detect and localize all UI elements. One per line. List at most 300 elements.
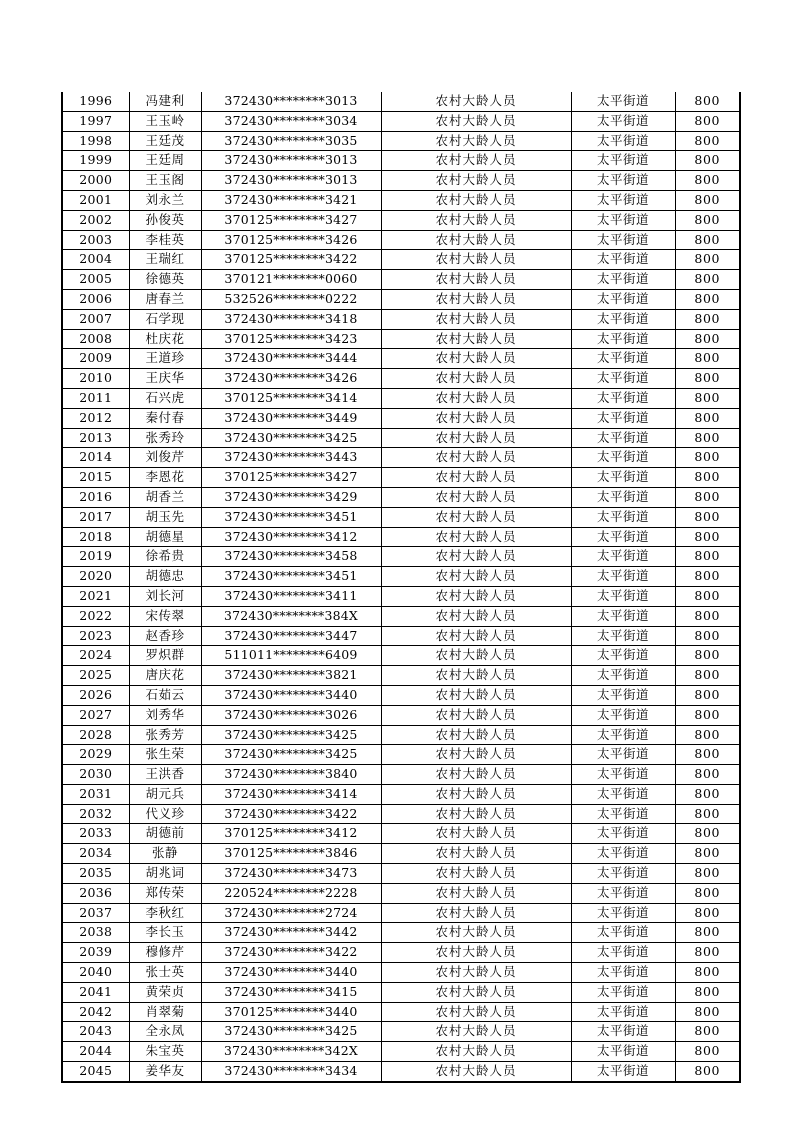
cell-person-name: 全永凤 [129, 1022, 201, 1042]
table-row [62, 428, 740, 448]
cell-person-name: 徐德英 [129, 270, 201, 290]
cell-sequence-number: 2030 [62, 765, 129, 785]
cell-sequence-number: 2012 [62, 408, 129, 428]
cell-subdistrict: 太平街道 [571, 448, 675, 468]
table-row [62, 230, 740, 250]
cell-id-card-number: 372430********3426 [201, 369, 381, 389]
cell-id-card-number: 372430********3442 [201, 923, 381, 943]
cell-sequence-number: 2032 [62, 804, 129, 824]
cell-subdistrict: 太平街道 [571, 1022, 675, 1042]
cell-category: 农村大龄人员 [381, 369, 571, 389]
cell-amount: 800 [675, 92, 740, 111]
cell-person-name: 罗炽群 [129, 646, 201, 666]
cell-sequence-number: 2034 [62, 844, 129, 864]
table-row [62, 903, 740, 923]
table-row [62, 765, 740, 785]
cell-amount: 800 [675, 547, 740, 567]
cell-id-card-number: 370125********3440 [201, 1002, 381, 1022]
cell-subdistrict: 太平街道 [571, 230, 675, 250]
table-row [62, 883, 740, 903]
cell-id-card-number: 372430********3422 [201, 943, 381, 963]
cell-category: 农村大龄人员 [381, 1022, 571, 1042]
cell-person-name: 王玉阁 [129, 171, 201, 191]
cell-category: 农村大龄人员 [381, 448, 571, 468]
cell-sequence-number: 1998 [62, 131, 129, 151]
cell-person-name: 张秀芳 [129, 725, 201, 745]
roster-table-body [62, 92, 740, 1082]
cell-id-card-number: 372430********3414 [201, 784, 381, 804]
cell-category: 农村大龄人员 [381, 151, 571, 171]
cell-id-card-number: 370125********3422 [201, 250, 381, 270]
cell-amount: 800 [675, 606, 740, 626]
cell-person-name: 胡玉先 [129, 507, 201, 527]
cell-subdistrict: 太平街道 [571, 428, 675, 448]
cell-amount: 800 [675, 666, 740, 686]
table-row [62, 309, 740, 329]
cell-id-card-number: 372430********3444 [201, 349, 381, 369]
cell-person-name: 赵香珍 [129, 626, 201, 646]
cell-person-name: 石茹云 [129, 685, 201, 705]
cell-sequence-number: 2042 [62, 1002, 129, 1022]
cell-amount: 800 [675, 1022, 740, 1042]
cell-category: 农村大龄人员 [381, 982, 571, 1002]
cell-person-name: 胡香兰 [129, 487, 201, 507]
cell-subdistrict: 太平街道 [571, 547, 675, 567]
cell-id-card-number: 372430********3034 [201, 111, 381, 131]
cell-sequence-number: 2000 [62, 171, 129, 191]
cell-category: 农村大龄人员 [381, 547, 571, 567]
cell-category: 农村大龄人员 [381, 626, 571, 646]
cell-person-name: 石学现 [129, 309, 201, 329]
cell-sequence-number: 2017 [62, 507, 129, 527]
cell-id-card-number: 372430********342X [201, 1042, 381, 1062]
cell-category: 农村大龄人员 [381, 527, 571, 547]
cell-amount: 800 [675, 963, 740, 983]
cell-category: 农村大龄人员 [381, 646, 571, 666]
cell-subdistrict: 太平街道 [571, 606, 675, 626]
cell-category: 农村大龄人员 [381, 685, 571, 705]
cell-subdistrict: 太平街道 [571, 250, 675, 270]
cell-amount: 800 [675, 883, 740, 903]
cell-sequence-number: 2008 [62, 329, 129, 349]
cell-sequence-number: 1997 [62, 111, 129, 131]
cell-category: 农村大龄人员 [381, 289, 571, 309]
cell-id-card-number: 372430********3415 [201, 982, 381, 1002]
cell-sequence-number: 2016 [62, 487, 129, 507]
cell-amount: 800 [675, 230, 740, 250]
cell-subdistrict: 太平街道 [571, 92, 675, 111]
cell-id-card-number: 372430********3425 [201, 1022, 381, 1042]
cell-category: 农村大龄人员 [381, 1042, 571, 1062]
cell-person-name: 秦付春 [129, 408, 201, 428]
cell-person-name: 穆修芹 [129, 943, 201, 963]
table-row [62, 171, 740, 191]
cell-id-card-number: 372430********3035 [201, 131, 381, 151]
cell-person-name: 李桂英 [129, 230, 201, 250]
cell-person-name: 朱宝英 [129, 1042, 201, 1062]
cell-subdistrict: 太平街道 [571, 626, 675, 646]
cell-id-card-number: 372430********3013 [201, 151, 381, 171]
cell-id-card-number: 372430********3449 [201, 408, 381, 428]
cell-category: 农村大龄人员 [381, 765, 571, 785]
cell-person-name: 唐春兰 [129, 289, 201, 309]
cell-person-name: 王道珍 [129, 349, 201, 369]
cell-category: 农村大龄人员 [381, 784, 571, 804]
cell-sequence-number: 2019 [62, 547, 129, 567]
table-row [62, 151, 740, 171]
cell-person-name: 王瑞红 [129, 250, 201, 270]
cell-id-card-number: 372430********3451 [201, 567, 381, 587]
cell-subdistrict: 太平街道 [571, 567, 675, 587]
table-row [62, 388, 740, 408]
cell-amount: 800 [675, 586, 740, 606]
cell-id-card-number: 372430********3434 [201, 1062, 381, 1082]
table-row [62, 329, 740, 349]
cell-sequence-number: 2002 [62, 210, 129, 230]
cell-person-name: 刘长河 [129, 586, 201, 606]
cell-id-card-number: 372430********3429 [201, 487, 381, 507]
cell-amount: 800 [675, 349, 740, 369]
cell-category: 农村大龄人员 [381, 92, 571, 111]
table-row [62, 468, 740, 488]
cell-person-name: 代义珍 [129, 804, 201, 824]
cell-category: 农村大龄人员 [381, 903, 571, 923]
cell-person-name: 黄荣贞 [129, 982, 201, 1002]
cell-subdistrict: 太平街道 [571, 210, 675, 230]
cell-category: 农村大龄人员 [381, 131, 571, 151]
cell-id-card-number: 372430********3412 [201, 527, 381, 547]
cell-id-card-number: 370125********3427 [201, 468, 381, 488]
cell-id-card-number: 220524********2228 [201, 883, 381, 903]
cell-amount: 800 [675, 646, 740, 666]
cell-sequence-number: 2006 [62, 289, 129, 309]
cell-sequence-number: 2024 [62, 646, 129, 666]
cell-amount: 800 [675, 309, 740, 329]
cell-sequence-number: 2005 [62, 270, 129, 290]
cell-subdistrict: 太平街道 [571, 903, 675, 923]
cell-person-name: 刘秀华 [129, 705, 201, 725]
table-row [62, 1062, 740, 1082]
cell-amount: 800 [675, 685, 740, 705]
cell-sequence-number: 2003 [62, 230, 129, 250]
cell-category: 农村大龄人员 [381, 171, 571, 191]
cell-person-name: 冯建利 [129, 92, 201, 111]
cell-sequence-number: 2022 [62, 606, 129, 626]
table-row [62, 349, 740, 369]
cell-amount: 800 [675, 270, 740, 290]
cell-person-name: 胡元兵 [129, 784, 201, 804]
cell-amount: 800 [675, 1062, 740, 1082]
cell-category: 农村大龄人员 [381, 586, 571, 606]
cell-id-card-number: 372430********3013 [201, 171, 381, 191]
cell-sequence-number: 2023 [62, 626, 129, 646]
cell-id-card-number: 372430********3422 [201, 804, 381, 824]
table-row [62, 943, 740, 963]
cell-id-card-number: 372430********3440 [201, 685, 381, 705]
cell-person-name: 李秋红 [129, 903, 201, 923]
cell-category: 农村大龄人员 [381, 745, 571, 765]
cell-subdistrict: 太平街道 [571, 369, 675, 389]
table-row [62, 804, 740, 824]
cell-sequence-number: 2028 [62, 725, 129, 745]
cell-person-name: 石兴虎 [129, 388, 201, 408]
cell-subdistrict: 太平街道 [571, 685, 675, 705]
cell-subdistrict: 太平街道 [571, 388, 675, 408]
cell-id-card-number: 372430********3447 [201, 626, 381, 646]
cell-subdistrict: 太平街道 [571, 844, 675, 864]
cell-subdistrict: 太平街道 [571, 487, 675, 507]
cell-person-name: 胡兆词 [129, 864, 201, 884]
cell-sequence-number: 2011 [62, 388, 129, 408]
cell-id-card-number: 532526********0222 [201, 289, 381, 309]
cell-subdistrict: 太平街道 [571, 270, 675, 290]
cell-amount: 800 [675, 527, 740, 547]
table-row [62, 586, 740, 606]
table-row [62, 705, 740, 725]
table-row [62, 111, 740, 131]
cell-category: 农村大龄人员 [381, 666, 571, 686]
table-row [62, 92, 740, 111]
cell-id-card-number: 372430********3840 [201, 765, 381, 785]
cell-sequence-number: 2037 [62, 903, 129, 923]
cell-amount: 800 [675, 864, 740, 884]
table-row [62, 527, 740, 547]
cell-subdistrict: 太平街道 [571, 329, 675, 349]
cell-sequence-number: 2043 [62, 1022, 129, 1042]
cell-person-name: 王玉岭 [129, 111, 201, 131]
cell-sequence-number: 2038 [62, 923, 129, 943]
cell-subdistrict: 太平街道 [571, 943, 675, 963]
cell-subdistrict: 太平街道 [571, 527, 675, 547]
cell-amount: 800 [675, 784, 740, 804]
cell-id-card-number: 372430********3425 [201, 725, 381, 745]
cell-amount: 800 [675, 111, 740, 131]
table-row [62, 131, 740, 151]
cell-category: 农村大龄人员 [381, 1062, 571, 1082]
cell-amount: 800 [675, 765, 740, 785]
cell-id-card-number: 372430********3411 [201, 586, 381, 606]
cell-amount: 800 [675, 903, 740, 923]
cell-category: 农村大龄人员 [381, 408, 571, 428]
cell-amount: 800 [675, 745, 740, 765]
cell-category: 农村大龄人员 [381, 388, 571, 408]
cell-id-card-number: 511011********6409 [201, 646, 381, 666]
cell-person-name: 张静 [129, 844, 201, 864]
cell-subdistrict: 太平街道 [571, 1002, 675, 1022]
cell-amount: 800 [675, 369, 740, 389]
cell-category: 农村大龄人员 [381, 270, 571, 290]
cell-person-name: 胡德星 [129, 527, 201, 547]
cell-amount: 800 [675, 804, 740, 824]
cell-subdistrict: 太平街道 [571, 646, 675, 666]
cell-id-card-number: 372430********3451 [201, 507, 381, 527]
cell-sequence-number: 1999 [62, 151, 129, 171]
cell-id-card-number: 370125********3423 [201, 329, 381, 349]
cell-category: 农村大龄人员 [381, 963, 571, 983]
cell-amount: 800 [675, 507, 740, 527]
table-row [62, 745, 740, 765]
cell-subdistrict: 太平街道 [571, 190, 675, 210]
cell-person-name: 王庆华 [129, 369, 201, 389]
cell-category: 农村大龄人员 [381, 824, 571, 844]
cell-sequence-number: 2029 [62, 745, 129, 765]
cell-sequence-number: 2033 [62, 824, 129, 844]
cell-category: 农村大龄人员 [381, 190, 571, 210]
cell-subdistrict: 太平街道 [571, 1062, 675, 1082]
cell-amount: 800 [675, 982, 740, 1002]
cell-person-name: 李恩花 [129, 468, 201, 488]
cell-person-name: 徐希贵 [129, 547, 201, 567]
cell-subdistrict: 太平街道 [571, 804, 675, 824]
cell-amount: 800 [675, 171, 740, 191]
cell-category: 农村大龄人员 [381, 725, 571, 745]
cell-subdistrict: 太平街道 [571, 765, 675, 785]
cell-subdistrict: 太平街道 [571, 784, 675, 804]
cell-person-name: 郑传荣 [129, 883, 201, 903]
cell-person-name: 张生荣 [129, 745, 201, 765]
table-row [62, 646, 740, 666]
cell-amount: 800 [675, 428, 740, 448]
cell-category: 农村大龄人员 [381, 349, 571, 369]
cell-id-card-number: 372430********3821 [201, 666, 381, 686]
cell-subdistrict: 太平街道 [571, 666, 675, 686]
table-row [62, 270, 740, 290]
table-row [62, 784, 740, 804]
cell-person-name: 姜华友 [129, 1062, 201, 1082]
cell-amount: 800 [675, 705, 740, 725]
cell-subdistrict: 太平街道 [571, 468, 675, 488]
cell-person-name: 杜庆花 [129, 329, 201, 349]
cell-category: 农村大龄人员 [381, 210, 571, 230]
cell-sequence-number: 2040 [62, 963, 129, 983]
cell-amount: 800 [675, 943, 740, 963]
cell-id-card-number: 372430********3425 [201, 745, 381, 765]
cell-category: 农村大龄人员 [381, 883, 571, 903]
cell-id-card-number: 372430********2724 [201, 903, 381, 923]
table-row [62, 250, 740, 270]
cell-id-card-number: 372430********3458 [201, 547, 381, 567]
cell-person-name: 唐庆花 [129, 666, 201, 686]
cell-id-card-number: 372430********3440 [201, 963, 381, 983]
cell-subdistrict: 太平街道 [571, 349, 675, 369]
cell-category: 农村大龄人员 [381, 111, 571, 131]
cell-category: 农村大龄人员 [381, 606, 571, 626]
cell-amount: 800 [675, 250, 740, 270]
cell-sequence-number: 2027 [62, 705, 129, 725]
table-row [62, 666, 740, 686]
table-row [62, 487, 740, 507]
cell-category: 农村大龄人员 [381, 943, 571, 963]
table-row [62, 685, 740, 705]
cell-id-card-number: 372430********3418 [201, 309, 381, 329]
cell-amount: 800 [675, 131, 740, 151]
cell-person-name: 王廷周 [129, 151, 201, 171]
cell-category: 农村大龄人员 [381, 428, 571, 448]
cell-sequence-number: 2026 [62, 685, 129, 705]
cell-id-card-number: 370125********3426 [201, 230, 381, 250]
cell-category: 农村大龄人员 [381, 1002, 571, 1022]
cell-category: 农村大龄人员 [381, 250, 571, 270]
cell-subdistrict: 太平街道 [571, 883, 675, 903]
cell-id-card-number: 372430********3443 [201, 448, 381, 468]
cell-category: 农村大龄人员 [381, 230, 571, 250]
cell-category: 农村大龄人员 [381, 329, 571, 349]
cell-person-name: 孙俊英 [129, 210, 201, 230]
cell-person-name: 刘永兰 [129, 190, 201, 210]
cell-person-name: 王廷茂 [129, 131, 201, 151]
cell-subdistrict: 太平街道 [571, 289, 675, 309]
cell-amount: 800 [675, 626, 740, 646]
cell-category: 农村大龄人员 [381, 507, 571, 527]
cell-id-card-number: 370125********3846 [201, 844, 381, 864]
cell-id-card-number: 372430********384X [201, 606, 381, 626]
cell-id-card-number: 370125********3414 [201, 388, 381, 408]
cell-person-name: 胡德前 [129, 824, 201, 844]
cell-amount: 800 [675, 725, 740, 745]
table-row [62, 864, 740, 884]
cell-amount: 800 [675, 388, 740, 408]
cell-id-card-number: 372430********3013 [201, 92, 381, 111]
cell-subdistrict: 太平街道 [571, 963, 675, 983]
cell-category: 农村大龄人员 [381, 844, 571, 864]
cell-amount: 800 [675, 844, 740, 864]
cell-subdistrict: 太平街道 [571, 171, 675, 191]
cell-person-name: 张士英 [129, 963, 201, 983]
table-row [62, 963, 740, 983]
cell-subdistrict: 太平街道 [571, 864, 675, 884]
cell-sequence-number: 2045 [62, 1062, 129, 1082]
cell-subdistrict: 太平街道 [571, 705, 675, 725]
cell-amount: 800 [675, 923, 740, 943]
cell-amount: 800 [675, 487, 740, 507]
cell-sequence-number: 2041 [62, 982, 129, 1002]
cell-subdistrict: 太平街道 [571, 725, 675, 745]
cell-subdistrict: 太平街道 [571, 586, 675, 606]
table-row [62, 844, 740, 864]
cell-amount: 800 [675, 289, 740, 309]
cell-person-name: 王洪香 [129, 765, 201, 785]
cell-sequence-number: 2004 [62, 250, 129, 270]
cell-sequence-number: 2031 [62, 784, 129, 804]
cell-id-card-number: 370121********0060 [201, 270, 381, 290]
cell-sequence-number: 2020 [62, 567, 129, 587]
cell-category: 农村大龄人员 [381, 864, 571, 884]
cell-sequence-number: 2013 [62, 428, 129, 448]
cell-subdistrict: 太平街道 [571, 309, 675, 329]
cell-category: 农村大龄人员 [381, 567, 571, 587]
cell-amount: 800 [675, 1002, 740, 1022]
cell-sequence-number: 2014 [62, 448, 129, 468]
cell-amount: 800 [675, 210, 740, 230]
cell-person-name: 李长玉 [129, 923, 201, 943]
table-row [62, 507, 740, 527]
table-row [62, 626, 740, 646]
table-row [62, 547, 740, 567]
table-row [62, 1002, 740, 1022]
cell-person-name: 刘俊芹 [129, 448, 201, 468]
cell-person-name: 张秀玲 [129, 428, 201, 448]
cell-amount: 800 [675, 468, 740, 488]
cell-person-name: 宋传翠 [129, 606, 201, 626]
cell-sequence-number: 2001 [62, 190, 129, 210]
cell-sequence-number: 2039 [62, 943, 129, 963]
cell-category: 农村大龄人员 [381, 309, 571, 329]
cell-sequence-number: 2021 [62, 586, 129, 606]
cell-amount: 800 [675, 567, 740, 587]
cell-sequence-number: 2015 [62, 468, 129, 488]
cell-subdistrict: 太平街道 [571, 408, 675, 428]
cell-id-card-number: 372430********3421 [201, 190, 381, 210]
